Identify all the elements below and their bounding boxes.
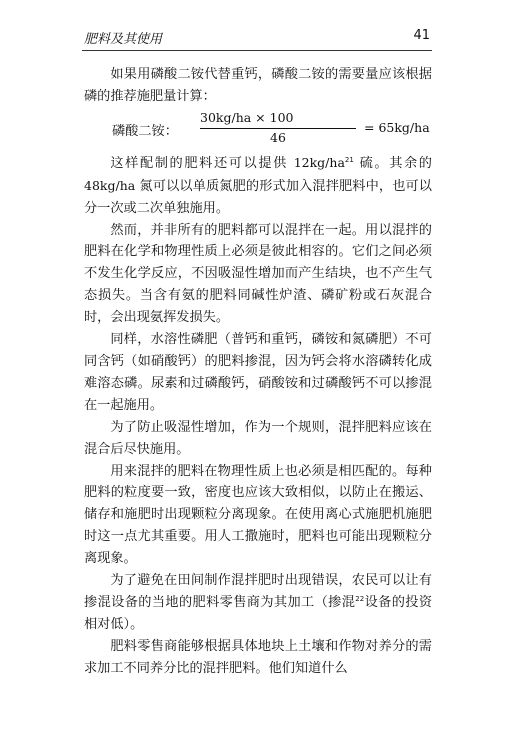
running-title: 肥料及其使用	[84, 32, 163, 47]
text-run: 设备的投资相对低）。	[84, 594, 433, 632]
paragraph: 用来混拌的肥料在物理性质上也必须是相匹配的。每种肥料的粒度要一致，密度也应该大致相似，以防止在搬运、储存和施肥时出现颗粒分离现象。在使用离心式施肥机施肥时这一点尤其重要。用人工撒施时，肥料也可能出现颗粒分离现象。	[84, 463, 432, 567]
text-run: 氮可以以单质氮肥的形式加入混拌肥料中，也可以分一次或二次单独施用。	[84, 178, 432, 216]
paragraph: 为了防止吸湿性增加，作为一个规则，混拌肥料应该在混合后尽快施用。	[84, 419, 432, 457]
header-rule	[82, 50, 432, 51]
paragraph	[84, 570, 432, 636]
unit-value: 12kg/ha	[293, 154, 345, 170]
fraction-denominator: 46	[270, 129, 286, 145]
paragraph: 同样，水溶性磷肥（普钙和重钙，磷铵和氮磷肥）不可同含钙（如硝酸钙）的肥料掺混，因为钙会将水溶磷转化成难溶态磷。尿素和过磷酸钙，硝酸铵和过磷酸钙不可以掺混在一起施用。	[84, 332, 432, 413]
formula	[84, 110, 432, 150]
formula-label: 磷酸二铵：	[112, 123, 178, 139]
paragraph	[84, 152, 432, 220]
paragraph: 如果用磷酸二铵代替重钙，磷酸二铵的需要量应该根据磷的推荐施肥量计算：	[84, 67, 432, 104]
paragraph: 然而，并非所有的肥料都可以混拌在一起。用以混拌的肥料在化学和物理性质上必须是彼此相容的。它们之间必须不发生化学反应，不因吸湿性增加而产生结块，也不产生气态损失。当含有氨的肥料同碱性炉渣、磷矿粉或石灰混合时，会出现氨挥发损失。	[84, 222, 432, 326]
footnote-ref: 22	[355, 594, 365, 603]
page-number: 41	[413, 28, 430, 43]
unit-value: 48kg/ha	[84, 177, 136, 193]
text-run: 为了避免在田间制作混拌肥时出现错误，农民可以让有掺混设备的当地的肥料零售商为其加工（掺混	[84, 573, 432, 610]
footnote-ref: 21	[344, 155, 354, 164]
fraction-numerator: 30kg/ha × 100	[200, 109, 294, 125]
running-header	[84, 28, 430, 50]
paragraph: 肥料零售商能够根据具体地块上土壤和作物对养分的需求加工不同养分比的混拌肥料。他们知道什么	[84, 638, 432, 676]
formula-result: = 65kg/ha	[364, 119, 430, 135]
text-run: 这样配制的肥料还可以提供	[110, 155, 294, 171]
text-run: 硫。其余的	[353, 155, 432, 171]
fraction-bar	[200, 128, 356, 129]
page-body	[84, 64, 432, 680]
